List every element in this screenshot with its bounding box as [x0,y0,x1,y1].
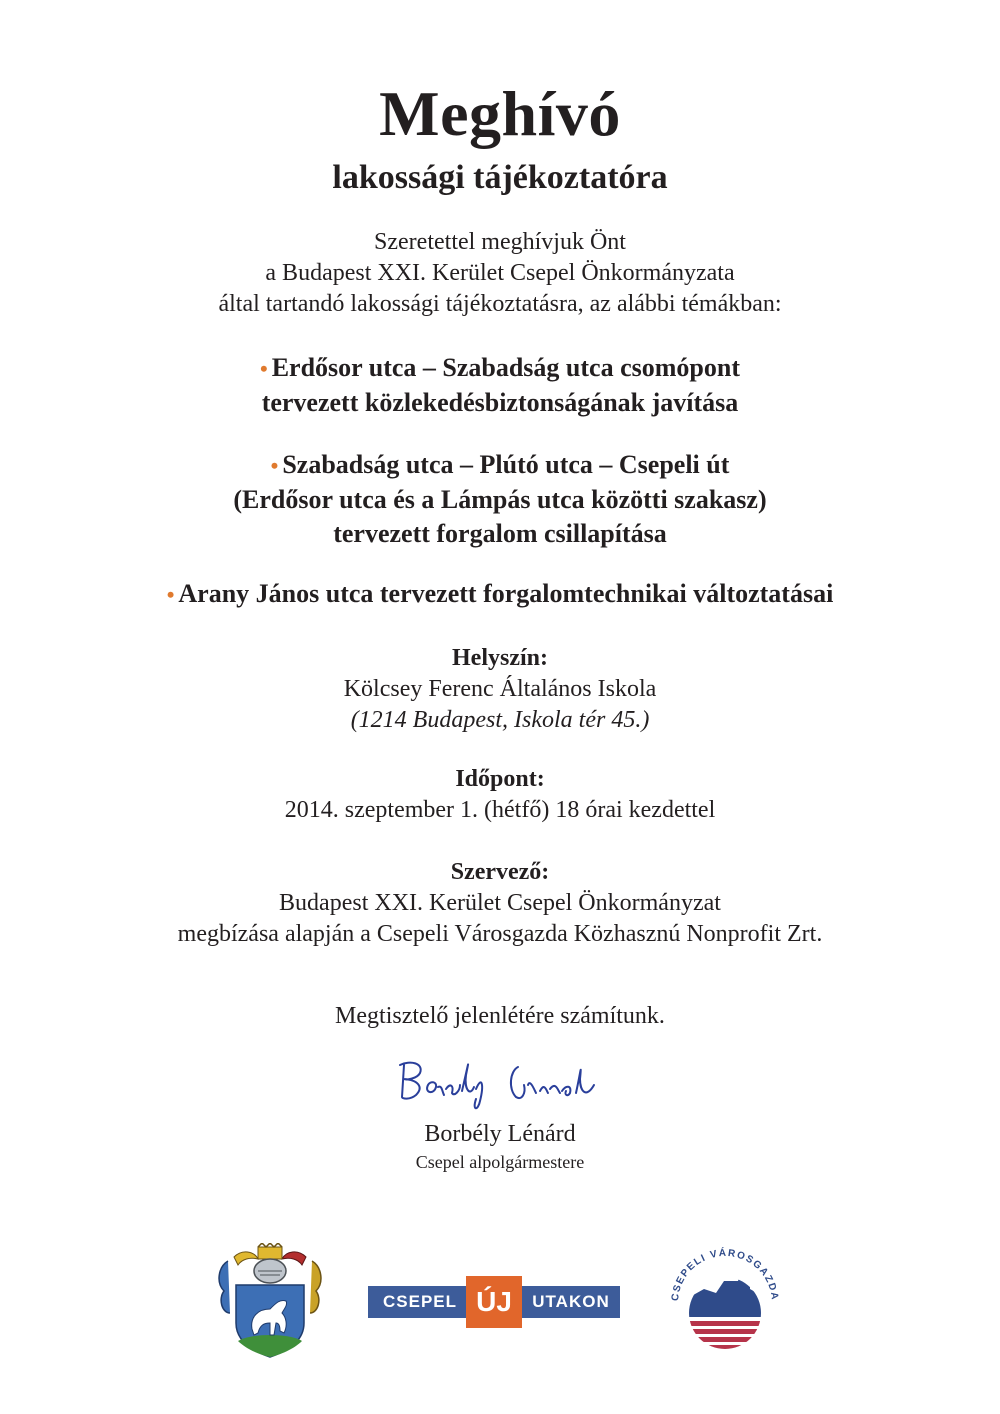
topic-item [0,448,1000,551]
csepel-coat-of-arms-icon [214,1243,326,1358]
organizer-line: Budapest XXI. Kerület Csepel Önkormányzat [279,890,721,916]
bullet-icon: • [166,582,175,607]
topic-item [0,351,1000,420]
page-title: Meghívó [379,78,621,149]
logo-text-mid: ÚJ [466,1276,522,1328]
location-section [0,643,1000,736]
topic-line: tervezett forgalom csillapítása [333,519,667,548]
topic-line: Arany János utca tervezett forgalomtechnikai változtatásai [178,579,834,608]
time-label: Időpont: [455,766,545,792]
bullet-icon: • [260,356,268,381]
time-value: 2014. szeptember 1. (hétfő) 18 órai kezdettel [284,797,716,823]
organizer-section [0,857,1000,950]
organizer-line: megbízása alapján a Csepeli Városgazda Közhasznú Nonprofit Zrt. [177,921,823,947]
csepeli-varosgazda-logo [664,1241,786,1359]
closing-text: Megtisztelő jelenlétére számítunk. [335,1003,665,1029]
handwritten-signature [390,1045,610,1115]
location-label: Helyszín: [452,645,548,671]
signer-title: Csepel alpolgármestere [415,1152,585,1172]
time-section [0,764,1000,826]
topic-item [0,577,1000,612]
topic-line: Szabadság utca – Plútó utca – Csepeli út [282,450,730,479]
logo-text-left: CSEPEL [382,1292,458,1311]
intro-line: Szeretettel meghívjuk Önt [374,229,626,255]
intro-line: által tartandó lakossági tájékoztatásra, az alábbi témákban: [218,291,782,317]
intro-line: a Budapest XXI. Kerület Csepel Önkormányzata [265,260,735,286]
location-address: (1214 Budapest, Iskola tér 45.) [350,707,650,733]
topic-line: (Erdősor utca és a Lámpás utca közötti szakasz) [233,485,767,514]
bullet-icon: • [270,453,279,478]
topic-line: tervezett közlekedésbiztonságának javítása [261,388,739,417]
organizer-label: Szervező: [450,859,550,885]
location-name: Kölcsey Ferenc Általános Iskola [343,676,657,702]
page-subtitle: lakossági tájékoztatóra [332,159,668,196]
signer-name: Borbély Lénárd [424,1121,576,1147]
svg-text:CSEPELI VÁROSGAZDA: CSEPELI VÁROSGAZDA [669,1247,781,1302]
topic-line: Erdősor utca – Szabadság utca csomópont [271,353,740,382]
csepel-uj-utakon-logo [368,1276,620,1328]
logo-text-right: UTAKON [532,1292,610,1311]
intro-paragraph [0,227,1000,320]
